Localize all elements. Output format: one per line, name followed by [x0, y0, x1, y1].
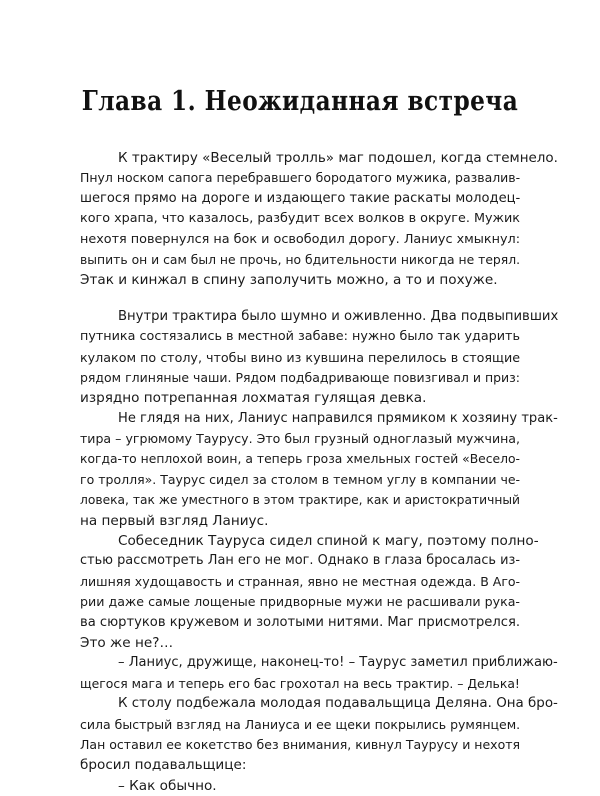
text-line: – Ланиус, дружище, наконец-то! – Таурус заметил приближаю- — [118, 655, 558, 671]
text-line: сила быстрый взгляд на Ланиуса и ее щеки покрылись румянцем. — [80, 716, 521, 732]
text-line: го тролля». Таурус сидел за столом в темном углу в компании че- — [80, 471, 521, 487]
text-line: шегося прямо на дороге и издающего такие раскаты молодец- — [80, 190, 521, 206]
text-line: кулаком по столу, чтобы вино из кувшина перелилось в стоящие — [80, 349, 520, 365]
text-line: на первый взгляд Ланиус. — [80, 512, 269, 529]
chapter-title: Глава 1. Неожиданная встреча — [81, 86, 519, 117]
text-line: бросил подавальщице: — [80, 757, 247, 774]
text-line: стью рассмотреть Лан его не мог. Однако в глаза бросалась из- — [80, 553, 520, 569]
text-line: тира – угрюмому Таурусу. Это был грузный одноглазый мужчина, — [80, 431, 520, 447]
paragraph — [80, 148, 558, 291]
text-line: путника состязались в местной забаве: нужно было так ударить — [80, 329, 520, 345]
paragraph — [80, 694, 558, 776]
text-line: изрядно потрепанная лохматая гулящая девка. — [80, 390, 427, 407]
text-line: Внутри трактира было шумно и оживленно. Два подвыпивших — [118, 308, 559, 324]
chapter-body — [80, 148, 559, 796]
text-line: Собеседник Тауруса сидел спиной к магу, поэтому полно- — [118, 533, 539, 550]
paragraph — [80, 409, 558, 531]
text-line: лишняя худощавость и странная, явно не местная одежда. В Аго- — [80, 573, 521, 589]
text-line: ловека, так же уместного в этом трактире, как и аристократичный — [80, 493, 520, 508]
paragraph-gap — [80, 291, 520, 307]
text-line: Это же не?… — [80, 634, 174, 651]
text-line: ва сюртуков кружевом и золотыми нитями. Маг присмотрелся. — [80, 614, 520, 630]
text-line: щегося мага и теперь его бас грохотал на весь трактир. – Делька! — [80, 675, 520, 691]
text-line: рядом глиняные чаши. Рядом подбадривающе повизгивал и приз: — [80, 369, 520, 385]
text-line: К столу подбежала молодая подавальщица Деляна. Она бро- — [118, 696, 558, 712]
text-line: – Как обычно. — [118, 777, 217, 794]
paragraph — [80, 307, 559, 409]
text-line: Не глядя на них, Ланиус направился прямиком к хозяину трак- — [118, 410, 558, 426]
paragraph — [80, 653, 558, 694]
text-line: Лан оставил ее кокетство без внимания, кивнул Таурусу и нехотя — [80, 736, 521, 752]
text-line: когда-то неплохой воин, а теперь гроза хмельных гостей «Весело- — [80, 452, 520, 467]
text-line: Этак и кинжал в спину заполучить можно, а то и похуже. — [80, 272, 498, 289]
text-line: выпить он и сам был не прочь, но бдительности никогда не терял. — [80, 252, 521, 267]
paragraph — [80, 776, 520, 796]
text-line: кого храпа, что казалось, разбудит всех волков в округе. Мужик — [80, 211, 520, 227]
text-line: К трактиру «Веселый тролль» маг подошел, когда стемнело. — [118, 150, 558, 166]
text-line: рии даже самые лощеные придворные мужи не расшивали рука- — [80, 594, 520, 610]
paragraph — [80, 531, 539, 653]
text-line: нехотя повернулся на бок и освободил дорогу. Ланиус хмыкнул: — [80, 231, 520, 247]
text-line: Пнул носком сапога перебравшего бородатого мужика, развалив- — [80, 170, 521, 186]
